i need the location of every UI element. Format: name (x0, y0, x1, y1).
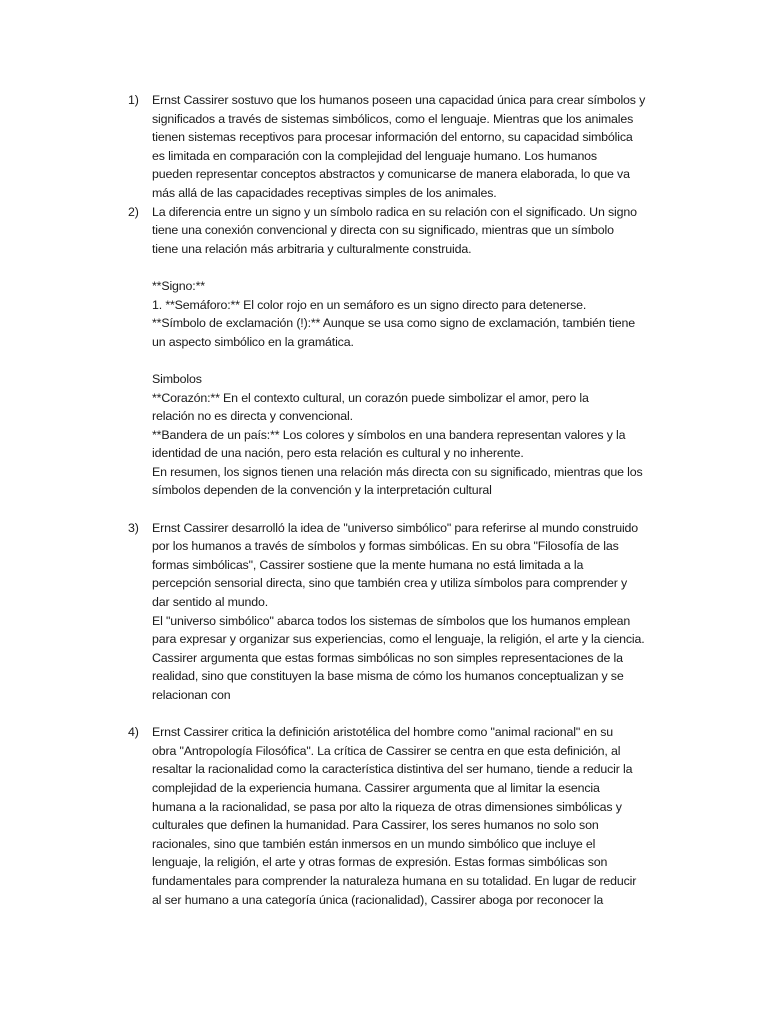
text-line: tiene una conexión convencional y directa con su significado, mientras que un símbolo (152, 223, 614, 238)
text-line: dar sentido al mundo. (152, 595, 269, 610)
text-line: Ernst Cassirer sostuvo que los humanos poseen una capacidad única para crear símbolos y (152, 93, 646, 107)
blank-line (152, 258, 668, 277)
list-item-number: 2) (128, 204, 139, 219)
text-line: fundamentales para comprender la naturaleza humana en su totalidad. En lugar de reducir (152, 873, 637, 888)
text-line: **Corazón:** En el contexto cultural, un corazón puede simbolizar el amor, pero la (152, 390, 589, 405)
list-item-number: 4) (128, 725, 139, 740)
text-line: para expresar y organizar sus experiencias, como el lenguaje, la religión, el arte y la ciencia. (152, 632, 645, 647)
list-item-number: 1) (128, 93, 139, 107)
list-item (128, 91, 668, 203)
text-line: percepción sensorial directa, sino que también crea y utiliza símbolos para comprender y (152, 576, 628, 591)
list-item (128, 519, 668, 724)
text-line: Cassirer argumenta que estas formas simbólicas no son simples representaciones de la (152, 650, 623, 665)
text-line: tienen sistemas receptivos para procesar información del entorno, su capacidad simbólica (152, 130, 633, 145)
blank-line (152, 705, 668, 724)
text-line: La diferencia entre un signo y un símbolo radica en su relación con el significado. Un signo (152, 204, 637, 219)
list-item (128, 203, 668, 519)
text-line: lenguaje, la religión, el arte y otras formas de expresión. Estas formas simbólicas son (152, 855, 608, 870)
list-item-number: 3) (128, 520, 139, 535)
text-line: complejidad de la experiencia humana. Cassirer argumenta que al limitar la esencia (152, 780, 600, 795)
text-line: racionales, sino que también están inmersos en un mundo simbólico que incluye el (152, 836, 596, 851)
text-line: identidad de una nación, pero esta relación es cultural y no inherente. (152, 446, 524, 461)
text-line: relación no es directa y convencional. (152, 409, 353, 424)
text-line: pueden representar conceptos abstractos y comunicarse de manera elaborada, lo que va (152, 167, 630, 182)
text-line: realidad, sino que constituyen la base misma de cómo los humanos conceptualizan y se (152, 669, 624, 684)
text-line: Simbolos (152, 371, 202, 386)
text-line: un aspecto simbólico en la gramática. (152, 334, 354, 349)
text-line: resaltar la racionalidad como la característica distintiva del ser humano, tiende a reducir la (152, 762, 633, 777)
text-line: relacionan con (152, 688, 231, 702)
text-line: más allá de las capacidades receptivas simples de los animales. (152, 185, 497, 200)
text-line: **Bandera de un país:** Los colores y símbolos en una bandera representan valores y la (152, 427, 626, 442)
blank-line (152, 351, 668, 370)
text-line: obra "Antropología Filosófica". La crítica de Cassirer se centra en que esta definición, al (152, 743, 621, 758)
text-line: 1. **Semáforo:** El color rojo en un semáforo es un signo directo para detenerse. (152, 297, 587, 312)
text-line: por los humanos a través de símbolos y formas simbólicas. En su obra "Filosofía de las (152, 539, 619, 554)
text-line: símbolos dependen de la convención y la interpretación cultural (152, 483, 492, 498)
text-line: **Signo:** (152, 278, 205, 293)
text-line: El "universo simbólico" abarca todos los sistemas de símbolos que los humanos emplean (152, 613, 631, 628)
list-item (128, 723, 668, 909)
blank-line (152, 500, 668, 519)
text-line: formas simbólicas", Cassirer sostiene que la mente humana no está limitada a la (152, 557, 584, 572)
text-line: En resumen, los signos tienen una relación más directa con su significado, mientras que los (152, 464, 643, 479)
text-line: significados a través de sistemas simbólicos, como el lenguaje. Mientras que los animales (152, 111, 634, 126)
text-line: Ernst Cassirer desarrolló la idea de "universo simbólico" para referirse al mundo construido (152, 520, 639, 535)
text-line: **Símbolo de exclamación (!):** Aunque se usa como signo de exclamación, también tiene (152, 316, 636, 331)
text-line: al ser humano a una categoría única (racionalidad), Cassirer aboga por reconocer la (152, 892, 604, 907)
text-line: tiene una relación más arbitraria y culturalmente construida. (152, 241, 472, 256)
text-line: humana a la racionalidad, se pasa por alto la riqueza de otras dimensiones simbólicas y (152, 799, 622, 814)
text-line: es limitada en comparación con la complejidad del lenguaje humano. Los humanos (152, 148, 597, 163)
document-body (128, 91, 668, 909)
text-line: culturales que definen la humanidad. Para Cassirer, los seres humanos no solo son (152, 818, 599, 833)
text-line: Ernst Cassirer critica la definición aristotélica del hombre como "animal racional" en su (152, 725, 613, 740)
